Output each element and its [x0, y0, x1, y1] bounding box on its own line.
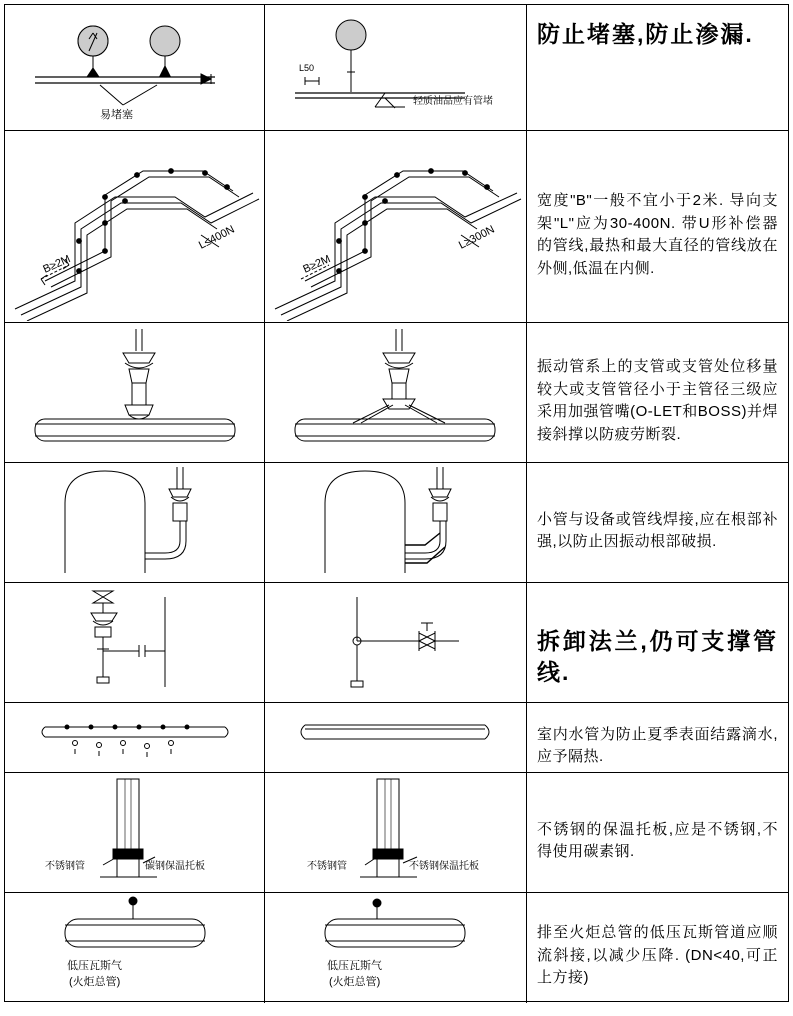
note-cell-1 — [527, 5, 788, 131]
table-row — [4, 322, 789, 462]
diagram-cell-1-mid — [265, 5, 527, 131]
diagram-cell-5-mid — [265, 583, 527, 703]
table-row — [4, 130, 789, 322]
label-left-2-0: B≥2M — [41, 253, 73, 276]
diagram-cell-3-mid — [265, 323, 527, 463]
note-text-1: 防止堵塞,防止渗漏. — [537, 21, 754, 47]
label-left-8-0: 低压瓦斯气 — [67, 960, 122, 972]
label-mid-8-0: 低压瓦斯气 — [327, 960, 382, 972]
label-mid-2-0: B≥2M — [301, 253, 333, 276]
note-cell-4 — [527, 463, 788, 583]
label-left-caption-1: 易堵塞 — [100, 109, 133, 121]
label-mid-7-1: 不锈钢保温托板 — [409, 861, 479, 872]
table-row — [4, 582, 789, 702]
diagram-cell-4-mid — [265, 463, 527, 583]
note-cell-2 — [527, 131, 788, 323]
diagram-cell-1-left — [5, 5, 265, 131]
diagram-cell-3-left — [5, 323, 265, 463]
diagram-cell-7-mid — [265, 773, 527, 893]
note-cell-7 — [527, 773, 788, 893]
table-row — [4, 892, 789, 1002]
note-text-2: 宽度"B"一般不宜小于2米. 导向支架"L"应为30-400N. 带U形补偿器的管线,最热和最大直径的管线放在外侧,低温在内侧. — [537, 192, 778, 277]
diagram-cell-8-mid — [265, 893, 527, 1003]
diagram-cell-6-left — [5, 703, 265, 773]
diagram-cell-2-mid — [265, 131, 527, 323]
table-row — [4, 462, 789, 582]
note-text-6: 室内水管为防止夏季表面结露滴水,应予隔热. — [537, 725, 778, 765]
table-row — [4, 702, 789, 772]
diagram-cell-7-left — [5, 773, 265, 893]
table-row — [4, 4, 789, 130]
label-left-8-1: (火炬总管) — [69, 976, 121, 988]
diagram-cell-8-left — [5, 893, 265, 1003]
label-mid-8-1: (火炬总管) — [329, 976, 381, 988]
note-text-8: 排至火炬总管的低压瓦斯管道应顺流斜接,以减少压降. (DN<40,可正上方接) — [537, 924, 778, 987]
diagram-cell-5-left — [5, 583, 265, 703]
note-cell-5 — [527, 583, 788, 703]
table-row — [4, 772, 789, 892]
note-text-4: 小管与设备或管线焊接,应在根部补强,以防止因振动根部破损. — [537, 510, 778, 550]
diagram-cell-4-left — [5, 463, 265, 583]
label-mid-2-1: L≥300N — [456, 223, 497, 252]
note-cell-3 — [527, 323, 788, 463]
note-text-5: 拆卸法兰,仍可支撑管线. — [537, 627, 778, 685]
label-mid-caption-1-1: 轻质油品应有管堵 — [413, 96, 493, 107]
label-mid-7-0: 不锈钢管 — [307, 861, 347, 872]
note-cell-6 — [527, 703, 788, 773]
label-mid-caption-1-0: L50 — [299, 63, 315, 73]
diagram-cell-2-left — [5, 131, 265, 323]
note-cell-8 — [527, 893, 788, 1003]
label-left-7-1: 碳钢保温托板 — [145, 861, 205, 872]
label-left-7-0: 不锈钢管 — [45, 861, 85, 872]
label-left-2-1: L≤400N — [196, 223, 237, 252]
note-text-7: 不锈钢的保温托板,应是不锈钢,不得使用碳素钢. — [537, 820, 778, 860]
diagram-cell-6-mid — [265, 703, 527, 773]
note-text-3: 振动管系上的支管或支管处位移量较大或支管管径小于主管径三级应采用加强管嘴(O-LET和BOSS)并焊接斜撑以防疲劳断裂. — [537, 358, 778, 443]
